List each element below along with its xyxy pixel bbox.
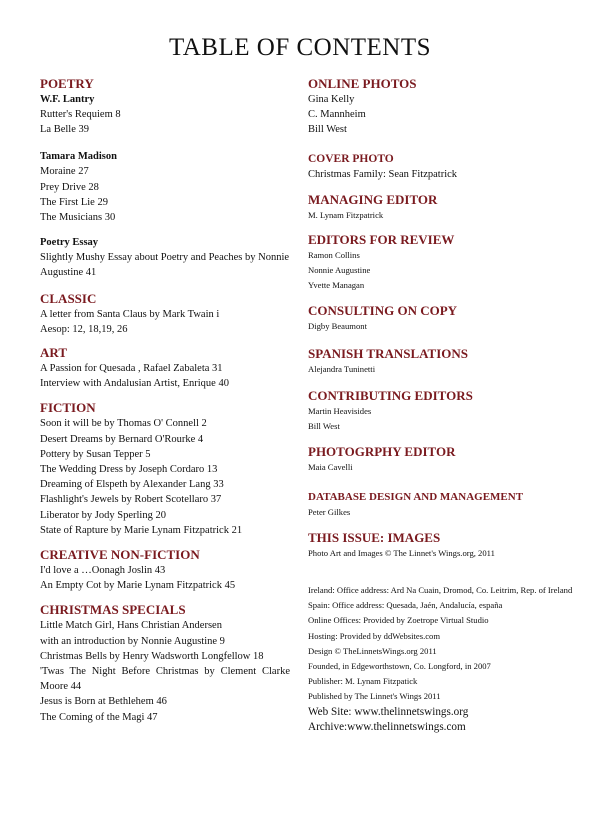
section-heading-poetry: POETRY bbox=[40, 76, 94, 91]
credit-entry: Peter Gilkes bbox=[308, 506, 351, 517]
toc-entry: Dreaming of Elspeth by Alexander Lang 33 bbox=[40, 479, 224, 491]
credit-entry: Nonnie Augustine bbox=[308, 265, 371, 276]
section-heading-this-issue-images: THIS ISSUE: IMAGES bbox=[308, 529, 441, 545]
author-heading: Tamara Madison bbox=[40, 151, 117, 163]
credit-entry: Maia Cavelli bbox=[308, 462, 353, 473]
info-line: Publisher: M. Lynam Fitzpatick bbox=[308, 676, 418, 687]
credit-entry: Ramon Collins bbox=[308, 250, 360, 261]
section-heading-spanish-translations: SPANISH TRANSLATIONS bbox=[308, 345, 469, 361]
info-line: Published by The Linnet's Wings 2011 bbox=[308, 691, 441, 702]
credit-entry: Alejandra Tuninetti bbox=[308, 363, 376, 374]
publication-info bbox=[308, 583, 578, 735]
toc-entry: The Wedding Dress by Joseph Cordaro 13 bbox=[40, 464, 218, 476]
toc-entry: Liberator by Jody Sperling 20 bbox=[40, 509, 166, 521]
toc-entry: The Musicians 30 bbox=[40, 212, 116, 224]
essay-heading: Poetry Essay bbox=[40, 237, 99, 249]
toc-entry: 'Twas The Night Before Christmas by Clement Clarke Moore 44 bbox=[40, 666, 290, 693]
credit-entry: Photo Art and Images © The Linnet's Wings.org, 2011 bbox=[308, 547, 495, 558]
right-column bbox=[308, 76, 578, 735]
toc-entry: State of Rapture by Marie Lynam Fitzpatrick 21 bbox=[40, 524, 243, 536]
toc-entry: Pottery by Susan Tepper 5 bbox=[40, 448, 151, 460]
section-heading-fiction: FICTION bbox=[40, 400, 96, 416]
section-heading-christmas-specials: CHRISTMAS SPECIALS bbox=[40, 602, 186, 618]
info-line: Ireland: Office address: Ard Na Cuain, Dromod, Co. Leitrim, Rep. of Ireland bbox=[308, 585, 573, 596]
section-heading-managing-editor: MANAGING EDITOR bbox=[308, 191, 438, 207]
credit-entry: Bill West bbox=[308, 124, 347, 136]
section-heading-database-design: DATABASE DESIGN AND MANAGEMENT bbox=[308, 490, 524, 503]
toc-entry: Soon it will be by Thomas O' Connell 2 bbox=[40, 418, 207, 430]
info-line: Design © TheLinnetsWings.org 2011 bbox=[308, 645, 437, 656]
toc-entry: Aesop: 12, 18,19, 26 bbox=[40, 323, 128, 335]
credit-entry: Gina Kelly bbox=[308, 94, 355, 105]
toc-entry: I'd love a …Oonagh Joslin 43 bbox=[40, 565, 166, 577]
credit-entry: Digby Beaumont bbox=[308, 320, 367, 331]
toc-entry: A Passion for Quesada , Rafael Zabaleta 31 bbox=[40, 363, 223, 375]
section-heading-consulting-on-copy: CONSULTING ON COPY bbox=[308, 302, 458, 318]
info-line: Founded, in Edgeworthstown, Co. Longford, in 2007 bbox=[308, 661, 491, 672]
toc-entry: A letter from Santa Claus by Mark Twain i bbox=[40, 308, 220, 320]
toc-entry: An Empty Cot by Marie Lynam Fitzpatrick 45 bbox=[40, 580, 236, 592]
page-title: TABLE OF CONTENTS bbox=[168, 34, 432, 61]
section-heading-classic: CLASSIC bbox=[40, 290, 97, 306]
toc-entry: Slightly Mushy Essay about Poetry and Peaches by Nonnie Augustine 41 bbox=[40, 252, 290, 279]
info-line: Spain: Office address: Quesada, Jaén, Andalucía, españa bbox=[308, 600, 503, 611]
section-heading-online-photos: ONLINE PHOTOS bbox=[308, 76, 417, 91]
toc-entry: The First Lie 29 bbox=[40, 196, 108, 208]
toc-entry: Rutter's Requiem 8 bbox=[40, 109, 121, 120]
toc-entry: La Belle 39 bbox=[40, 124, 89, 136]
section-heading-editors-for-review: EDITORS FOR REVIEW bbox=[308, 232, 455, 248]
toc-entry: Flashlight's Jewels by Robert Scotellaro 37 bbox=[40, 494, 222, 506]
section-heading-contributing-editors: CONTRIBUTING EDITORS bbox=[308, 388, 473, 404]
author-heading: W.F. Lantry bbox=[40, 94, 95, 105]
section-heading-art: ART bbox=[40, 345, 67, 361]
credit-entry: Yvette Managan bbox=[308, 280, 365, 291]
toc-entry: with an introduction by Nonnie Augustine 9 bbox=[40, 635, 225, 647]
toc-entry: Christmas Bells by Henry Wadsworth Longfellow 18 bbox=[40, 650, 264, 662]
credit-entry: C. Mannheim bbox=[308, 109, 366, 121]
section-heading-creative-non-fiction: CREATIVE NON-FICTION bbox=[40, 547, 200, 563]
toc-entry: Desert Dreams by Bernard O'Rourke 4 bbox=[40, 433, 204, 445]
toc-entry: Jesus is Born at Bethlehem 46 bbox=[40, 696, 167, 708]
left-column bbox=[40, 76, 290, 725]
section-heading-photography-editor: PHOTOGRPHY EDITOR bbox=[308, 444, 456, 460]
toc-entry: Moraine 27 bbox=[40, 166, 89, 178]
info-line: Hosting: Provided by ddWebsites.com bbox=[308, 630, 441, 641]
credit-entry: Christmas Family: Sean Fitzpatrick bbox=[308, 168, 458, 180]
credit-entry: Bill West bbox=[308, 421, 340, 432]
info-line: Online Offices: Provided by Zoetrope Virtual Studio bbox=[308, 615, 489, 626]
website-line: Web Site: www.thelinnetswings.org bbox=[308, 705, 469, 718]
credit-entry: Martin Heavisides bbox=[308, 406, 372, 417]
toc-entry: The Coming of the Magi 47 bbox=[40, 711, 158, 723]
toc-entry: Prey Drive 28 bbox=[40, 181, 99, 193]
credit-entry: M. Lynam Fitzpatrick bbox=[308, 209, 384, 220]
toc-entry: Little Match Girl, Hans Christian Andersen bbox=[40, 620, 222, 632]
toc-entry: Interview with Andalusian Artist, Enrique 40 bbox=[40, 378, 229, 390]
archive-line: Archive:www.thelinnetswings.com bbox=[308, 720, 466, 733]
section-heading-cover-photo: COVER PHOTO bbox=[308, 152, 394, 165]
